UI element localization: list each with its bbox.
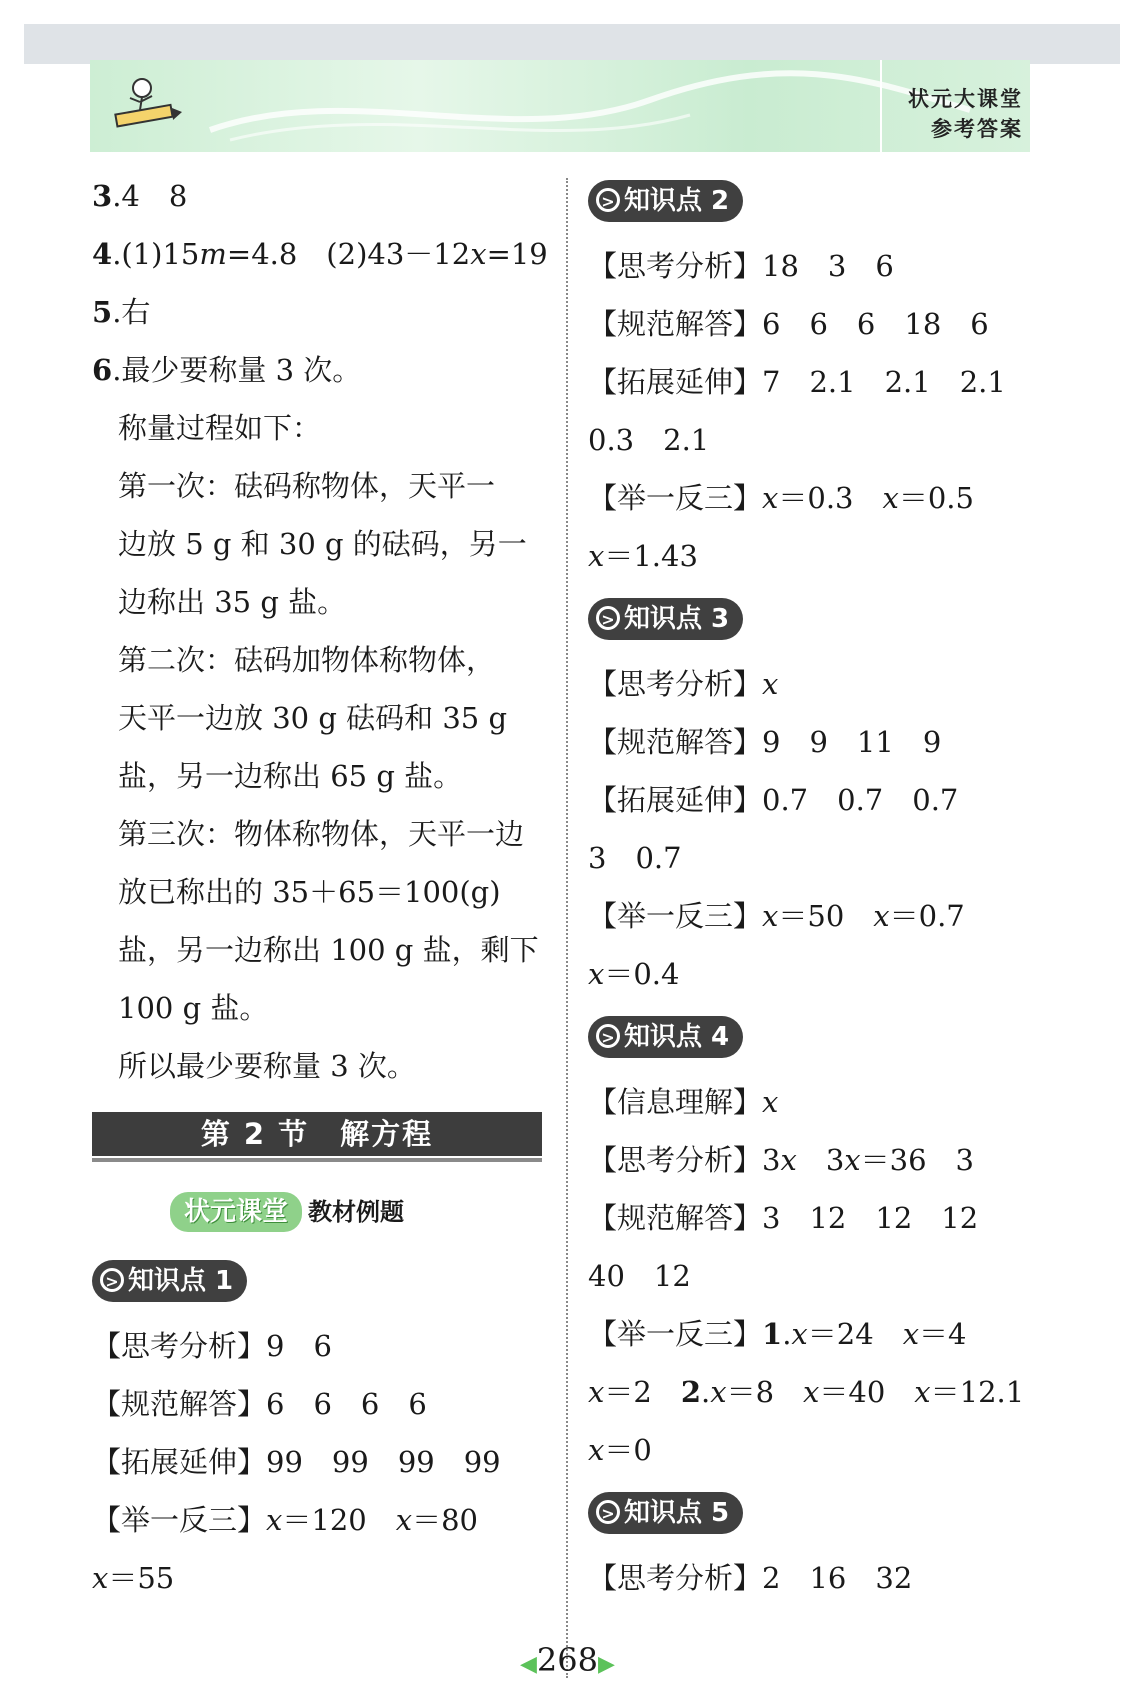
- kp1-solution: 【规范解答】6 6 6 6: [92, 1387, 427, 1421]
- kp4-practice-cont: x＝2 2.x＝8 x＝40 x＝12.1: [588, 1375, 1025, 1409]
- kp4-solution-cont: 40 12: [588, 1259, 691, 1293]
- answer-6-line: 放已称出的 35＋65＝100(g): [118, 875, 501, 909]
- header-title-line2: 参考答案: [931, 117, 1023, 141]
- answer-6-line: 所以最少要称量 3 次。: [118, 1049, 416, 1083]
- answer-6-line: 第三次：物体称物体，天平一边: [118, 817, 525, 851]
- answer-6: 6.最少要称量 3 次。: [92, 353, 362, 387]
- header-title-line1: 状元大课堂: [908, 87, 1023, 111]
- answer-6-line: 100 g 盐。: [118, 991, 269, 1025]
- kp4-info: 【信息理解】x: [588, 1085, 779, 1119]
- chevron-right-icon: >: [596, 1500, 620, 1524]
- kp2-solution: 【规范解答】6 6 6 18 6: [588, 307, 989, 341]
- banner-wave: [90, 60, 1030, 152]
- kp1-practice-cont: x＝55: [92, 1561, 175, 1595]
- kp2-practice-cont: x＝1.43: [588, 539, 698, 573]
- knowledge-point-2-badge: > 知识点 2: [588, 180, 743, 222]
- kp5-analysis: 【思考分析】2 16 32: [588, 1561, 913, 1595]
- banner-divider: [880, 60, 882, 152]
- kp3-solution: 【规范解答】9 9 11 9: [588, 725, 942, 759]
- answer-6-line: 第二次：砝码加物体称物体，: [118, 643, 496, 677]
- kid-on-pencil-icon: [112, 74, 182, 138]
- kp3-extension: 【拓展延伸】0.7 0.7 0.7: [588, 783, 959, 817]
- column-divider: [566, 178, 568, 1678]
- course-brand: 状元课堂: [170, 1192, 302, 1232]
- header-title: [908, 84, 1023, 144]
- kp4-analysis: 【思考分析】3x 3x＝36 3: [588, 1143, 974, 1177]
- top-strip: [24, 24, 1120, 64]
- answer-6-line: 边称出 35 g 盐。: [118, 585, 347, 619]
- page-number: ◀268▶: [520, 1641, 615, 1679]
- knowledge-point-3-badge: > 知识点 3: [588, 598, 743, 640]
- chevron-right-icon: >: [100, 1268, 124, 1292]
- kp2-practice: 【举一反三】x＝0.3 x＝0.5: [588, 481, 974, 515]
- kp3-practice: 【举一反三】x＝50 x＝0.7: [588, 899, 965, 933]
- kp4-practice: 【举一反三】1.x＝24 x＝4: [588, 1317, 967, 1351]
- kp1-practice: 【举一反三】x＝120 x＝80: [92, 1503, 478, 1537]
- kp2-analysis: 【思考分析】18 3 6: [588, 249, 894, 283]
- knowledge-point-4-badge: > 知识点 4: [588, 1016, 743, 1058]
- answer-6-line: 盐，另一边称出 65 g 盐。: [118, 759, 463, 793]
- chevron-right-icon: >: [596, 188, 620, 212]
- chevron-right-icon: >: [596, 606, 620, 630]
- answer-4: 4.(1)15m=4.8 (2)43－12x=19: [92, 237, 548, 271]
- answer-5: 5.右: [92, 295, 151, 329]
- answer-6-line: 天平一边放 30 g 砝码和 35 g: [118, 701, 508, 735]
- answer-6-line: 盐，另一边称出 100 g 盐，剩下: [118, 933, 539, 967]
- header-banner: [90, 60, 1030, 152]
- answer-3: 3.4 8: [92, 179, 188, 213]
- triangle-left-icon: ◀: [520, 1652, 537, 1677]
- kp3-practice-cont: x＝0.4: [588, 957, 680, 991]
- course-label: 教材例题: [308, 1198, 405, 1226]
- answer-6-line: 第一次：砝码称物体，天平一: [118, 469, 496, 503]
- kp3-analysis: 【思考分析】x: [588, 667, 779, 701]
- kp2-extension-cont: 0.3 2.1: [588, 423, 710, 457]
- knowledge-point-1-badge: > 知识点 1: [92, 1260, 247, 1302]
- kp3-extension-cont: 3 0.7: [588, 841, 682, 875]
- kp1-extension: 【拓展延伸】99 99 99 99: [92, 1445, 501, 1479]
- knowledge-point-5-badge: > 知识点 5: [588, 1492, 743, 1534]
- course-heading: [170, 1192, 404, 1232]
- chevron-right-icon: >: [596, 1024, 620, 1048]
- triangle-right-icon: ▶: [598, 1652, 615, 1677]
- kp4-practice-cont2: x＝0: [588, 1433, 652, 1467]
- kp2-extension: 【拓展延伸】7 2.1 2.1 2.1: [588, 365, 1006, 399]
- kp4-solution: 【规范解答】3 12 12 12: [588, 1201, 979, 1235]
- section-title: 第 2 节 解方程: [92, 1112, 542, 1156]
- answer-6-line: 边放 5 g 和 30 g 的砝码，另一: [118, 527, 527, 561]
- answer-6-line: 称量过程如下：: [118, 411, 322, 445]
- kp1-analysis: 【思考分析】9 6: [92, 1329, 332, 1363]
